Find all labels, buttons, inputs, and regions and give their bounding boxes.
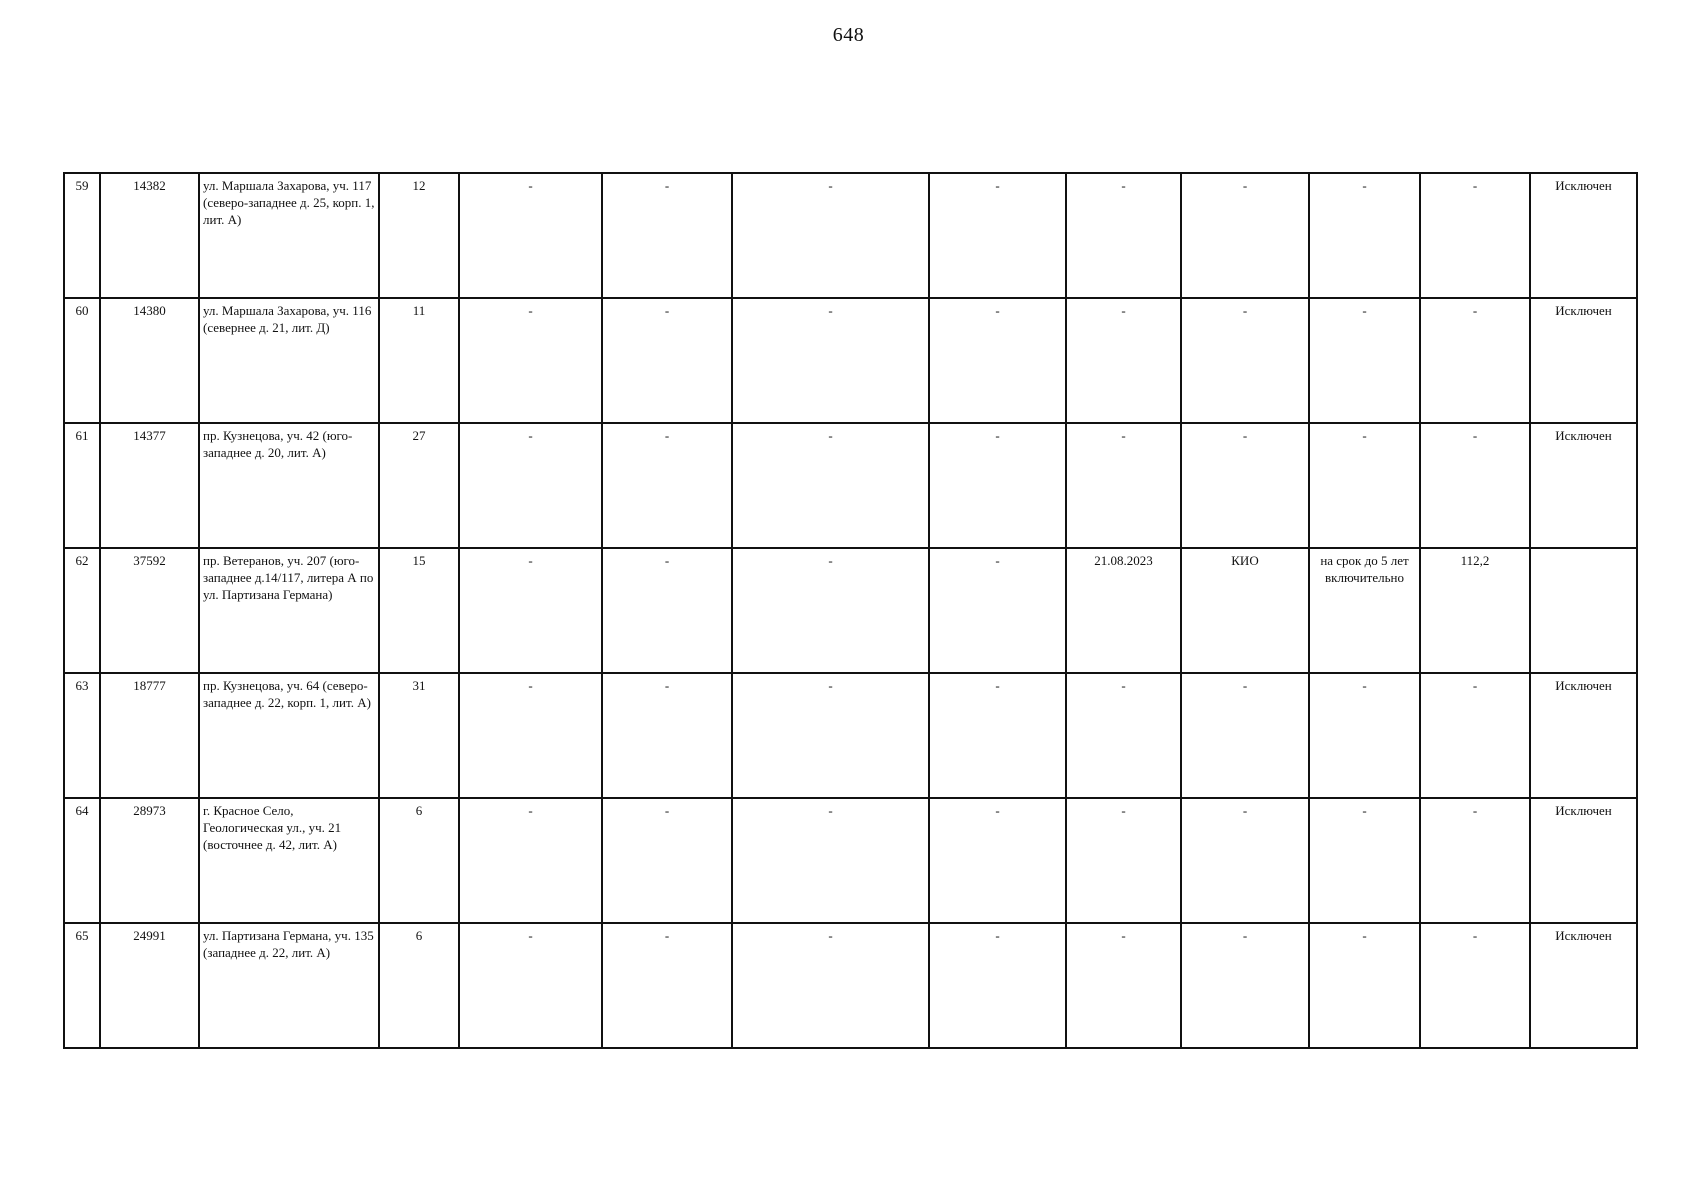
status-cell: Исключен bbox=[1530, 173, 1637, 298]
column-8-cell: - bbox=[929, 798, 1066, 923]
column-5-cell: - bbox=[459, 548, 602, 673]
object-code-cell: 37592 bbox=[100, 548, 199, 673]
column-6-cell: - bbox=[602, 798, 732, 923]
column-7-cell: - bbox=[732, 548, 929, 673]
column-6-cell: - bbox=[602, 173, 732, 298]
address-cell: ул. Маршала Захарова, уч. 117 (северо-западнее д. 25, корп. 1, лит. А) bbox=[199, 173, 379, 298]
row-number-cell: 61 bbox=[64, 423, 100, 548]
address-cell: пр. Ветеранов, уч. 207 (юго-западнее д.14/117, литера А по ул. Партизана Германа) bbox=[199, 548, 379, 673]
status-cell bbox=[1530, 548, 1637, 673]
row-number-cell: 64 bbox=[64, 798, 100, 923]
value-cell: 112,2 bbox=[1420, 548, 1530, 673]
term-cell: на срок до 5 лет включительно bbox=[1309, 548, 1420, 673]
column-7-cell: - bbox=[732, 298, 929, 423]
column-7-cell: - bbox=[732, 673, 929, 798]
row-number-cell: 62 bbox=[64, 548, 100, 673]
area-cell: 27 bbox=[379, 423, 459, 548]
authority-cell: - bbox=[1181, 923, 1309, 1048]
status-cell: Исключен bbox=[1530, 798, 1637, 923]
area-cell: 6 bbox=[379, 798, 459, 923]
column-8-cell: - bbox=[929, 548, 1066, 673]
row-number-cell: 65 bbox=[64, 923, 100, 1048]
column-5-cell: - bbox=[459, 798, 602, 923]
column-7-cell: - bbox=[732, 923, 929, 1048]
value-cell: - bbox=[1420, 673, 1530, 798]
column-6-cell: - bbox=[602, 298, 732, 423]
object-code-cell: 14382 bbox=[100, 173, 199, 298]
column-7-cell: - bbox=[732, 173, 929, 298]
address-cell: пр. Кузнецова, уч. 42 (юго-западнее д. 20, лит. А) bbox=[199, 423, 379, 548]
address-cell: ул. Маршала Захарова, уч. 116 (севернее д. 21, лит. Д) bbox=[199, 298, 379, 423]
authority-cell: - bbox=[1181, 798, 1309, 923]
area-cell: 11 bbox=[379, 298, 459, 423]
column-8-cell: - bbox=[929, 173, 1066, 298]
status-cell: Исключен bbox=[1530, 673, 1637, 798]
page-number: 648 bbox=[832, 24, 865, 46]
value-cell: - bbox=[1420, 798, 1530, 923]
authority-cell: КИО bbox=[1181, 548, 1309, 673]
table-row bbox=[64, 423, 1637, 548]
table-row bbox=[64, 798, 1637, 923]
column-7-cell: - bbox=[732, 423, 929, 548]
column-5-cell: - bbox=[459, 173, 602, 298]
address-cell: пр. Кузнецова, уч. 64 (северо-западнее д. 22, корп. 1, лит. А) bbox=[199, 673, 379, 798]
date-cell: 21.08.2023 bbox=[1066, 548, 1181, 673]
column-5-cell: - bbox=[459, 673, 602, 798]
column-6-cell: - bbox=[602, 923, 732, 1048]
table-body bbox=[64, 173, 1637, 1048]
column-5-cell: - bbox=[459, 298, 602, 423]
term-cell: - bbox=[1309, 673, 1420, 798]
row-number-cell: 60 bbox=[64, 298, 100, 423]
term-cell: - bbox=[1309, 173, 1420, 298]
date-cell: - bbox=[1066, 798, 1181, 923]
table-row bbox=[64, 548, 1637, 673]
column-6-cell: - bbox=[602, 548, 732, 673]
column-8-cell: - bbox=[929, 298, 1066, 423]
column-6-cell: - bbox=[602, 673, 732, 798]
registry-table bbox=[63, 172, 1638, 1049]
column-5-cell: - bbox=[459, 923, 602, 1048]
row-number-cell: 63 bbox=[64, 673, 100, 798]
area-cell: 31 bbox=[379, 673, 459, 798]
column-8-cell: - bbox=[929, 673, 1066, 798]
value-cell: - bbox=[1420, 173, 1530, 298]
date-cell: - bbox=[1066, 173, 1181, 298]
column-8-cell: - bbox=[929, 423, 1066, 548]
column-7-cell: - bbox=[732, 798, 929, 923]
object-code-cell: 14377 bbox=[100, 423, 199, 548]
status-cell: Исключен bbox=[1530, 923, 1637, 1048]
authority-cell: - bbox=[1181, 173, 1309, 298]
date-cell: - bbox=[1066, 923, 1181, 1048]
term-cell: - bbox=[1309, 798, 1420, 923]
date-cell: - bbox=[1066, 423, 1181, 548]
value-cell: - bbox=[1420, 423, 1530, 548]
value-cell: - bbox=[1420, 298, 1530, 423]
row-number-cell: 59 bbox=[64, 173, 100, 298]
column-5-cell: - bbox=[459, 423, 602, 548]
authority-cell: - bbox=[1181, 673, 1309, 798]
area-cell: 15 bbox=[379, 548, 459, 673]
table-row bbox=[64, 673, 1637, 798]
term-cell: - bbox=[1309, 923, 1420, 1048]
address-cell: г. Красное Село, Геологическая ул., уч. 21 (восточнее д. 42, лит. А) bbox=[199, 798, 379, 923]
authority-cell: - bbox=[1181, 298, 1309, 423]
area-cell: 6 bbox=[379, 923, 459, 1048]
term-cell: - bbox=[1309, 298, 1420, 423]
table-row bbox=[64, 298, 1637, 423]
object-code-cell: 14380 bbox=[100, 298, 199, 423]
area-cell: 12 bbox=[379, 173, 459, 298]
status-cell: Исключен bbox=[1530, 298, 1637, 423]
date-cell: - bbox=[1066, 298, 1181, 423]
term-cell: - bbox=[1309, 423, 1420, 548]
status-cell: Исключен bbox=[1530, 423, 1637, 548]
table-row bbox=[64, 923, 1637, 1048]
column-6-cell: - bbox=[602, 423, 732, 548]
table-row bbox=[64, 173, 1637, 298]
column-8-cell: - bbox=[929, 923, 1066, 1048]
authority-cell: - bbox=[1181, 423, 1309, 548]
date-cell: - bbox=[1066, 673, 1181, 798]
object-code-cell: 28973 bbox=[100, 798, 199, 923]
value-cell: - bbox=[1420, 923, 1530, 1048]
address-cell: ул. Партизана Германа, уч. 135 (западнее д. 22, лит. А) bbox=[199, 923, 379, 1048]
object-code-cell: 18777 bbox=[100, 673, 199, 798]
object-code-cell: 24991 bbox=[100, 923, 199, 1048]
